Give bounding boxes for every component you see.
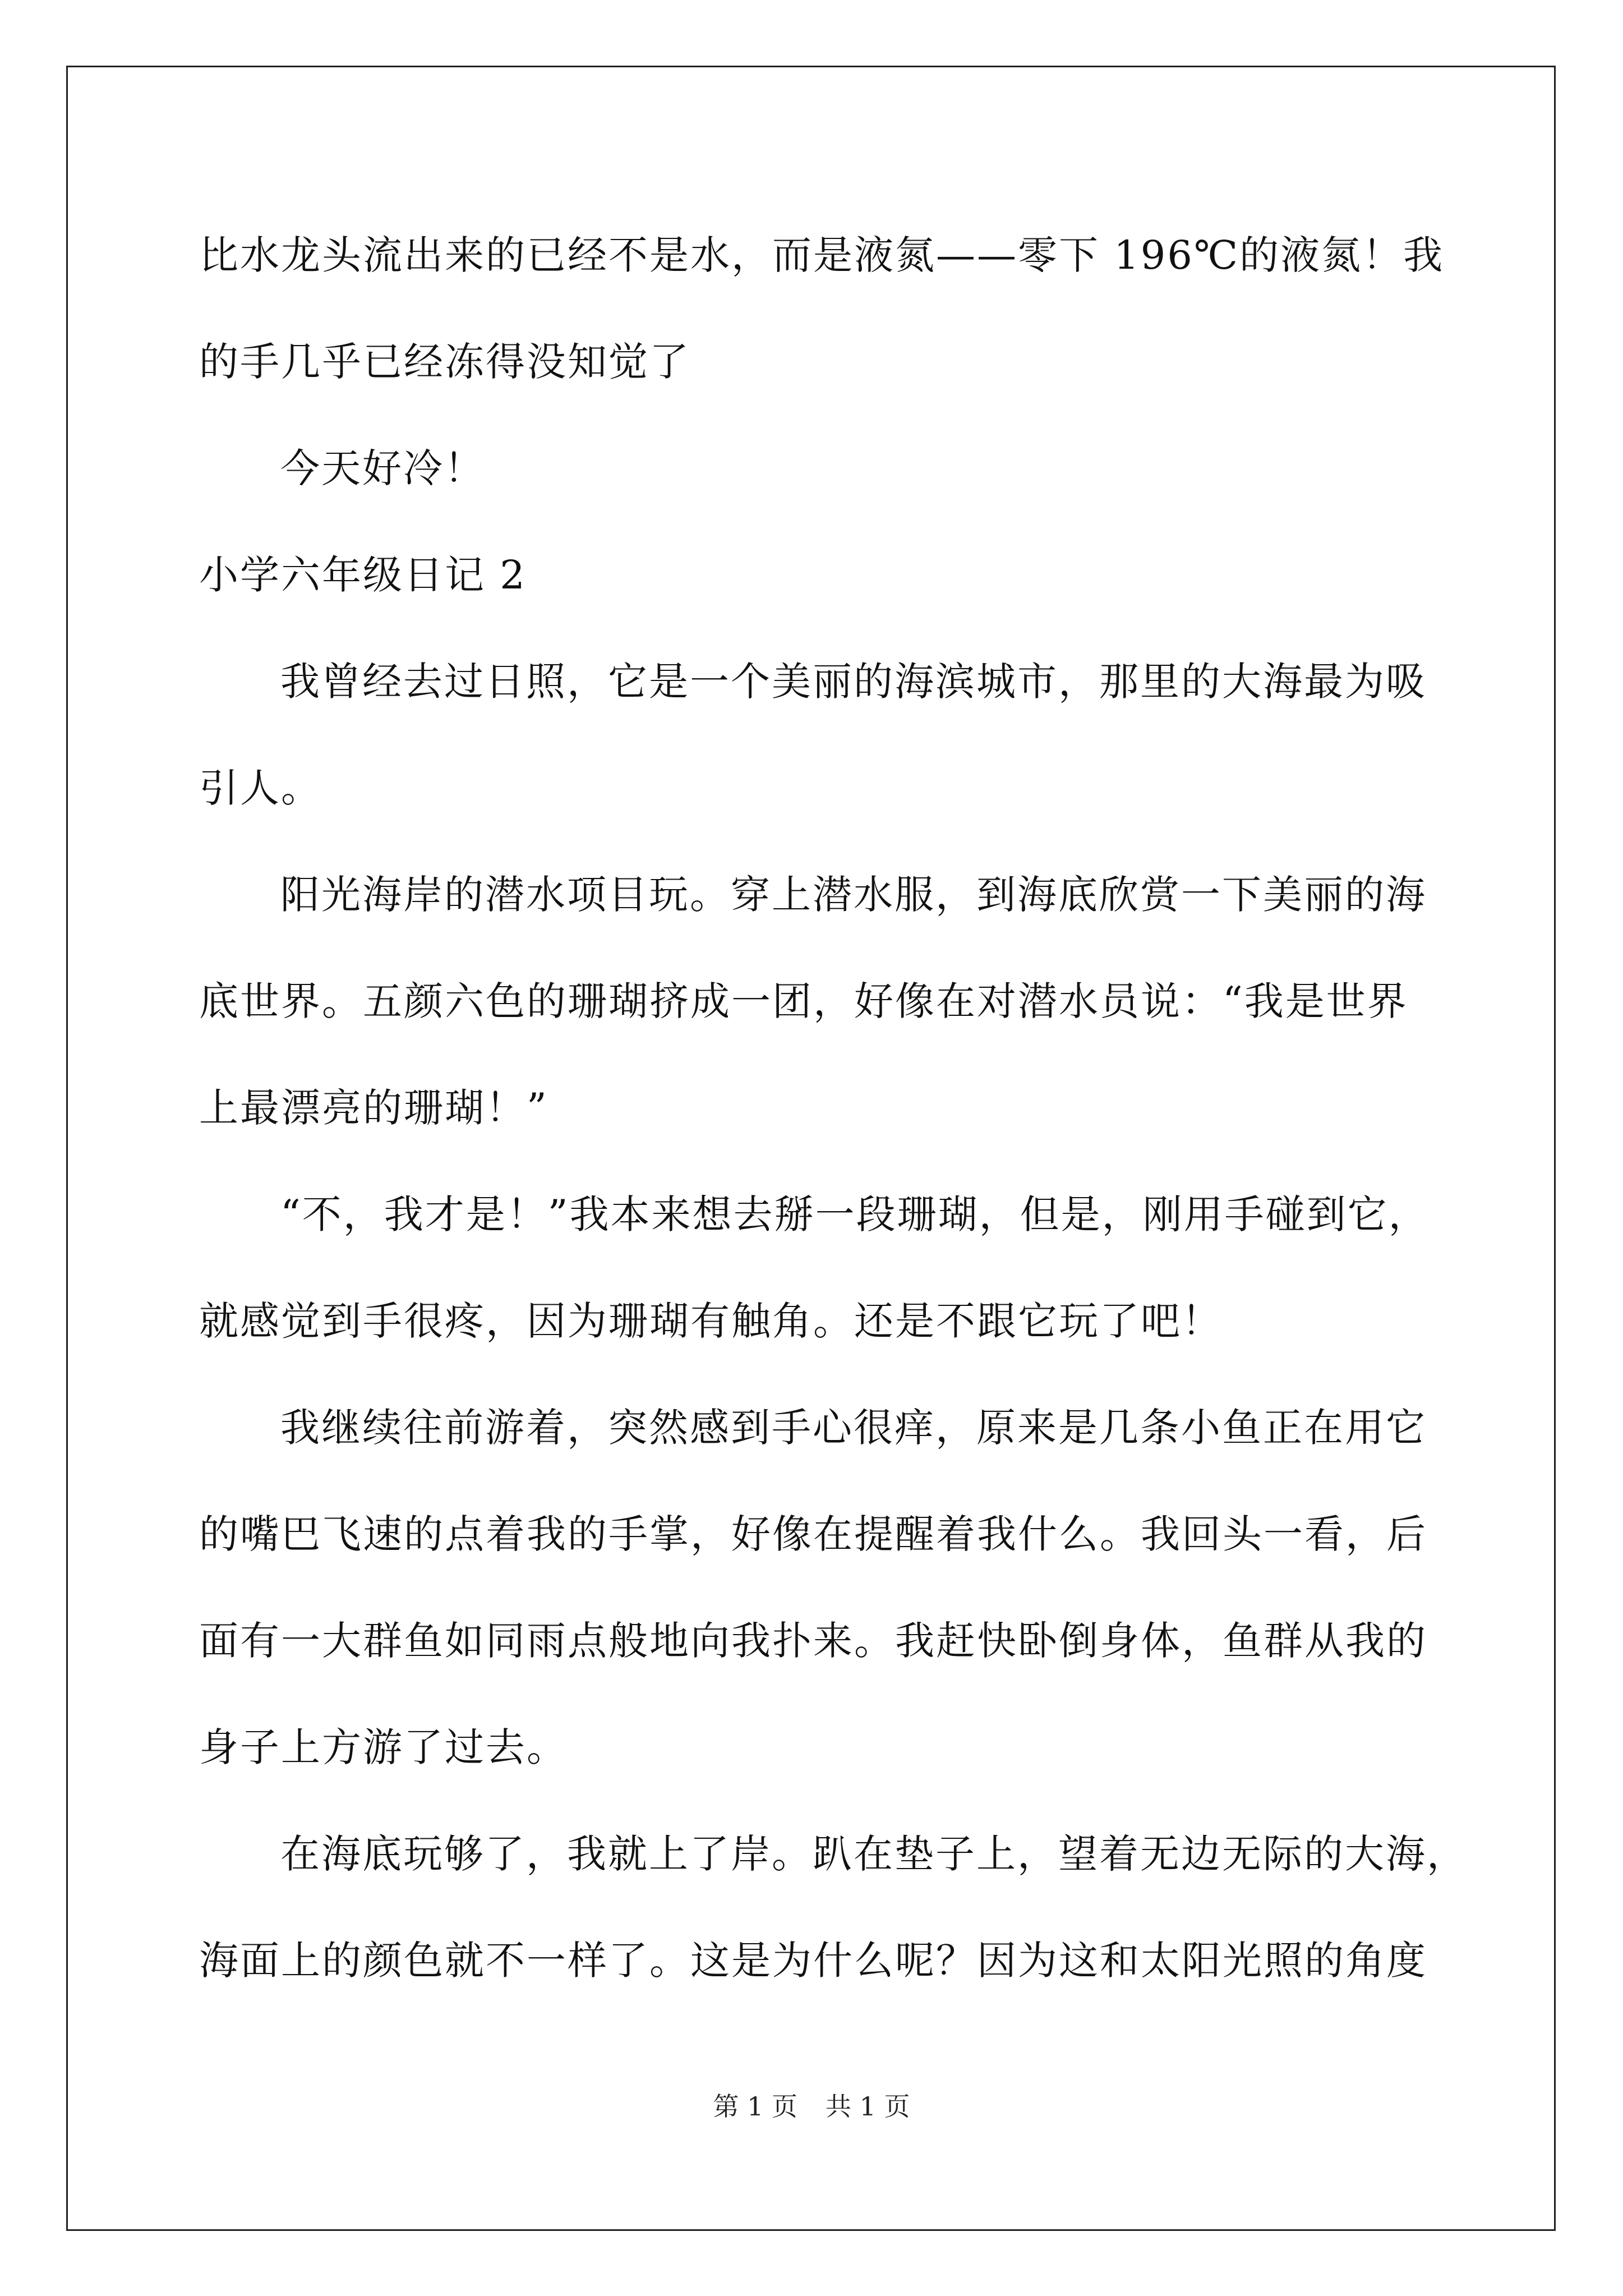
text-line: 的嘴巴飞速的点着我的手掌，好像在提醒着我什么。我回头一看，后 <box>199 1511 1427 1557</box>
text-line: 上最漂亮的珊瑚！” <box>199 1085 548 1131</box>
text-line: 底世界。五颜六色的珊瑚挤成一团，好像在对潜水员说：“我是世界 <box>199 978 1408 1024</box>
text-line: “不，我才是！”我本来想去掰一段珊瑚，但是，刚用手碰到它， <box>280 1191 1430 1237</box>
text-line: 比水龙头流出来的已经不是水，而是液氮——零下 196℃的液氮！我 <box>199 232 1445 278</box>
page-total: 共 1 页 <box>826 2091 910 2122</box>
text-line: 海面上的颜色就不一样了。这是为什么呢？因为这和太阳光照的角度 <box>199 1938 1427 1984</box>
text-line: 的手几乎已经冻得没知觉了 <box>199 339 690 385</box>
document-body <box>199 202 1468 2014</box>
text-line: 我继续往前游着，突然感到手心很痒，原来是几条小鱼正在用它 <box>280 1405 1427 1451</box>
section-heading: 小学六年级日记 2 <box>199 552 527 598</box>
page-number: 第 1 页 <box>713 2091 797 2122</box>
text-line: 今天好冷！ <box>280 445 485 491</box>
text-line: 面有一大群鱼如同雨点般地向我扑来。我赶快卧倒身体，鱼群从我的 <box>199 1618 1427 1664</box>
text-line: 引人。 <box>199 765 322 811</box>
text-line: 就感觉到手很疼，因为珊瑚有触角。还是不跟它玩了吧！ <box>199 1298 1223 1344</box>
text-line: 在海底玩够了，我就上了岸。趴在垫子上，望着无边无际的大海， <box>280 1831 1468 1877</box>
text-line: 阳光海岸的潜水项目玩。穿上潜水服，到海底欣赏一下美丽的海 <box>280 872 1427 918</box>
page-footer <box>0 2090 1623 2123</box>
text-line: 我曾经去过日照，它是一个美丽的海滨城市，那里的大海最为吸 <box>280 659 1427 705</box>
text-line: 身子上方游了过去。 <box>199 1724 568 1770</box>
